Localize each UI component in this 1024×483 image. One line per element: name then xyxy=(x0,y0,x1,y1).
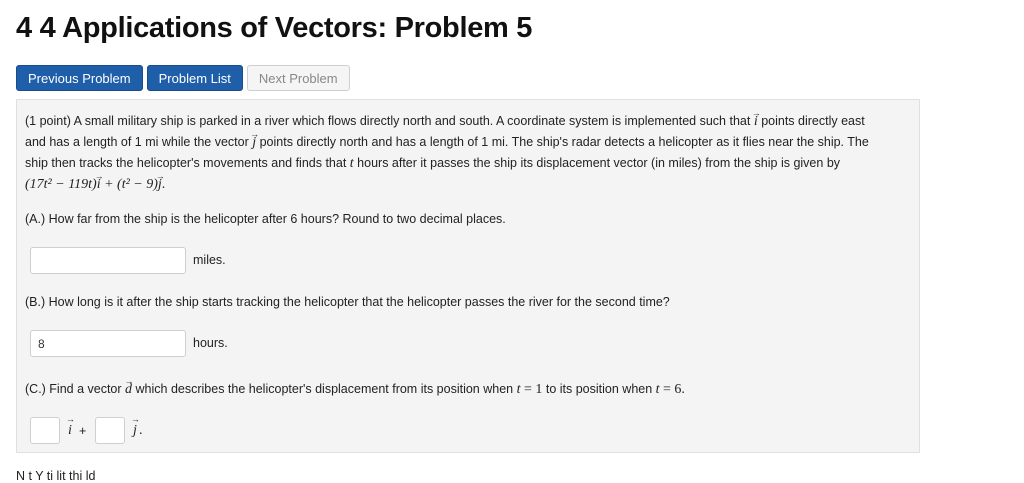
cutoff-note-text: N t Y ti lit thi ld xyxy=(16,469,96,483)
variable-t: t xyxy=(349,156,354,171)
part-c-j-component-input[interactable] xyxy=(95,417,125,444)
part-b-unit: hours. xyxy=(193,336,228,350)
part-a-unit: miles. xyxy=(193,253,226,267)
displacement-formula: (17t² − 119t)→ i + (t² − 9)→ j. xyxy=(25,174,913,195)
page-title: 4 4 Applications of Vectors: Problem 5 xyxy=(16,12,533,44)
vector-i-symbol: → i xyxy=(754,112,758,132)
previous-problem-button[interactable]: Previous Problem xyxy=(16,65,143,91)
problem-intro xyxy=(25,111,913,195)
problem-nav xyxy=(16,65,350,91)
next-problem-button[interactable]: Next Problem xyxy=(247,65,350,91)
intro-line-1: (1 point) A small military ship is parked in a river which flows directly north and south. A coordinate system is implemented such that → i points directly east xyxy=(25,111,913,132)
part-c-i-component-input[interactable] xyxy=(30,417,60,444)
problem-list-button[interactable]: Problem List xyxy=(147,65,243,91)
vector-j-symbol: → j xyxy=(252,133,256,153)
part-c-plus: + xyxy=(79,424,87,438)
part-a-answer-input[interactable] xyxy=(30,247,186,274)
intro-line-3: ship then tracks the helicopter's movements and finds that t hours after it passes the ship its displacement vector (in miles) from the ship is given by xyxy=(25,156,841,171)
intro-line-2: and has a length of 1 mi while the vector → j points directly north and has a length of 1 mi. The ship's radar detects a helicopter as it flies near the ship. The xyxy=(25,132,913,153)
part-a-question: (A.) How far from the ship is the helicopter after 6 hours? Round to two decimal places. xyxy=(25,212,506,226)
part-b-question: (B.) How long is it after the ship starts tracking the helicopter that the helicopter passes the river for the second time? xyxy=(25,295,670,309)
problem-box: (1 point) A small military ship is parked in a river which flows directly north and south. A coordinate system is implemented such that → i points directly east and has a length of 1 mi while the vector → j points directly north and has a length of 1 mi. The ship's radar detects a helicopter as it flies near the ship. The ship then tracks the helicopter's movements and finds that t hours after it passes the ship its displacement vector (in miles) from the ship is given by (17t² − 119t)→ i + (t² − 9)→ j. (A.) How far from the ship is the helicopter after 6 hours? Round to two decimal places. miles. (B.) How long is it after the ship starts tracking the helicopter that the helicopter passes the river for the second time? 8 hours. (C.) Find a vector → d which describes the helicopter's displacement from its position when t = 1 to its position when t = 6. → i + → j . xyxy=(16,99,920,453)
part-c-question: (C.) Find a vector → d which describes the helicopter's displacement from its position when t = 1 to its position when t = 6. xyxy=(25,379,685,400)
vector-d-symbol: → d xyxy=(125,380,132,400)
part-c-j-unit-vector: → j xyxy=(133,423,137,439)
part-b-answer-input[interactable] xyxy=(30,330,186,357)
part-c-i-unit-vector: → i xyxy=(68,423,72,439)
